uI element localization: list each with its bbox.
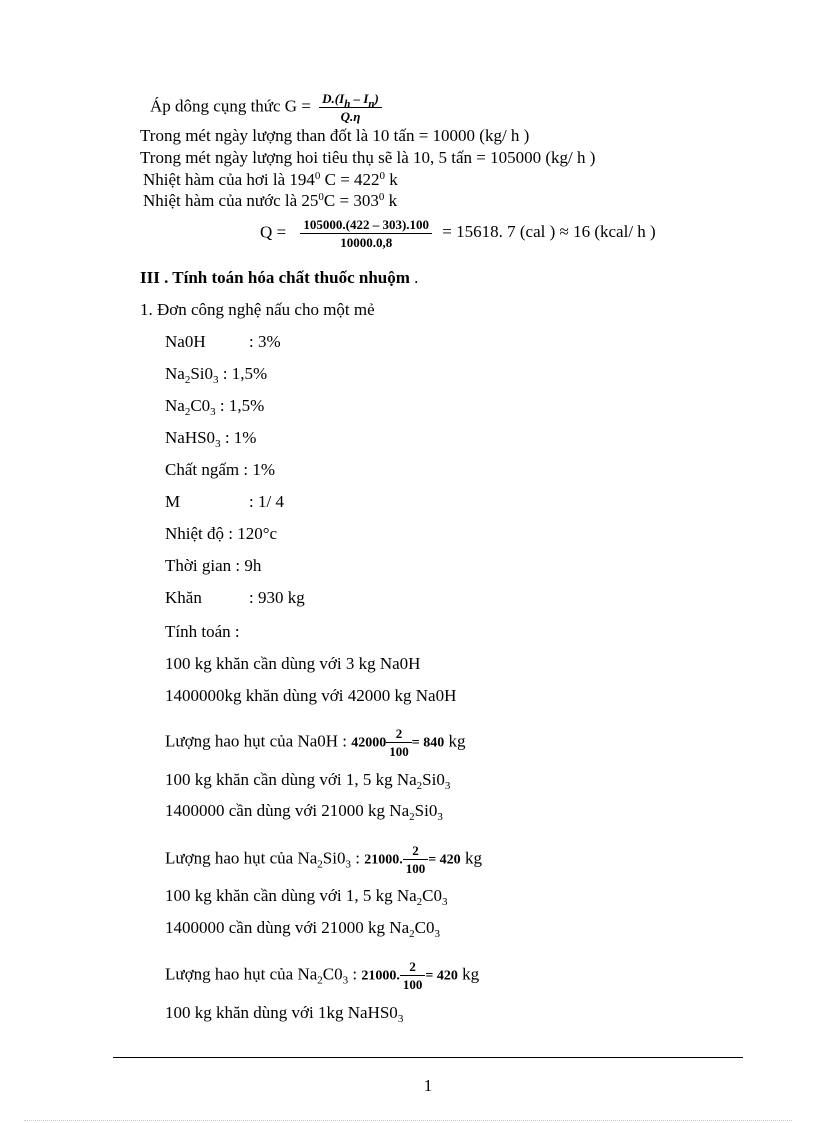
section-title: III . Tính toán hóa chất thuốc nhuộm . (140, 268, 419, 287)
text-line: Trong mét ngày lượng than đốt là 10 tấn = 10000 (kg/ h ) (140, 126, 530, 145)
calc-line: 1400000 cần dùng với 21000 kg $Na_2Si0_3$ (165, 801, 443, 823)
calc-heading: Tính toán : (165, 622, 240, 641)
recipe-item: Nhiệt độ : 120°c (165, 524, 278, 543)
text-line: Nhiệt hàm của nước là $25^0C = 303^0$ k (143, 191, 398, 210)
calc-line: 1400000 cần dùng với 21000 kg $Na_2C0_3$ (165, 918, 440, 940)
subsection-title: 1. Đơn công nghệ nấu cho một mẻ (140, 300, 375, 319)
recipe-item: $Na_2C0_3$ : 1,5% (165, 396, 265, 418)
formula-q-lhs: Q = (260, 222, 287, 242)
formula-g-fraction: $\frac{D.(I_h - I_n)}{Q.\eta}$ (319, 90, 382, 125)
formula-q-line (260, 216, 656, 251)
calc-line: 100 kg khăn cần dùng với 3 kg Na0H (165, 654, 421, 673)
formula-g-label: Áp dông cụng thức G = (150, 96, 311, 116)
text-line: Trong mét ngày lượng hoi tiêu thụ sẽ là 10, 5 tấn = 105000 (kg/ h ) (140, 148, 596, 167)
page-number: 1 (423, 1076, 433, 1095)
page-edge-divider (24, 1120, 792, 1121)
recipe-item: Chất ngấm : 1% (165, 460, 276, 479)
calc-line: 1400000kg khăn dùng với 42000 kg Na0H (165, 686, 457, 705)
recipe-item: $NaHS0_3$ : 1% (165, 428, 257, 450)
recipe-item: $Na_2Si0_3$ : 1,5% (165, 364, 268, 386)
recipe-item: Khăn : 930 kg (165, 588, 305, 607)
formula-q-result: = 15618. 7 (cal ) ≈ 16 (kcal/ h ) (442, 222, 656, 242)
recipe-item: Thời gian : 9h (165, 556, 262, 575)
text-line: Nhiệt hàm của hơi là $194^0$ $C = 422^0$ k (143, 170, 398, 189)
recipe-item: M : 1/ 4 (165, 492, 284, 511)
calc-line: 100 kg khăn dùng với 1kg $NaHS0_3$ (165, 1003, 404, 1025)
formula-g-line (150, 90, 382, 125)
calc-line: Lượng hao hụt của $Na_2C0_3$ : 21000. $\frac{2}{100}$ = 420 kg (165, 959, 480, 992)
calc-line: Lượng hao hụt của Na0H : 42000 $\frac{2}{100}$ = 840 kg (165, 726, 466, 759)
footer-divider (113, 1057, 743, 1058)
calc-line: 100 kg khăn cần dùng với 1, 5 kg $Na_2Si0_3$ (165, 770, 451, 792)
formula-q-fraction: $\frac{105000.(422 - 303).100}{10000.0,8}$ (300, 216, 432, 251)
calc-line: 100 kg khăn cần dùng với 1, 5 kg $Na_2C0_3$ (165, 886, 448, 908)
calc-line: Lượng hao hụt của $Na_2Si0_3$ : 21000. $\frac{2}{100}$ = 420 kg (165, 843, 482, 876)
recipe-item: Na0H : 3% (165, 332, 281, 351)
